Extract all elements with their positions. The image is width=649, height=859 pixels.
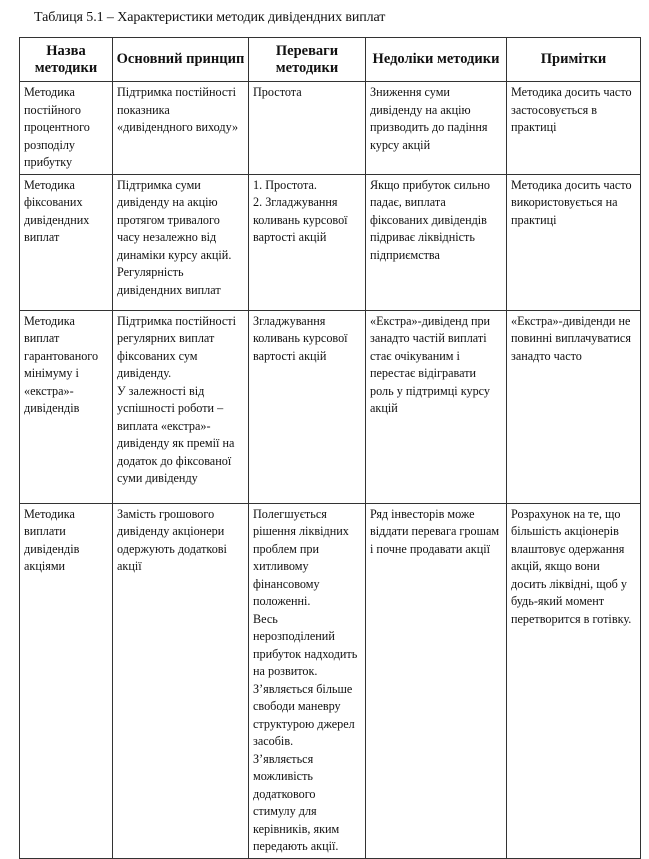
advantage-item: З’являється можливість додаткового стимулу для керівників, яким передають акції. — [253, 751, 340, 853]
cell-disadvantages: Зниження суми дивіденду на акцію призводить до падіння курсу акцій — [366, 82, 507, 175]
column-header-principle: Основний принцип — [113, 38, 249, 82]
cell-disadvantages: Якщо прибуток сильно падає, виплата фіксованих дивідендів підриває ліквідність підприємства — [366, 174, 507, 310]
principle-paragraph: Підтримка постійності показника «дивідендного виходу» — [117, 85, 239, 134]
advantage-item: Полегшується рішення ліквідних проблем при хитливому фінансовому положенні. — [253, 506, 349, 608]
cell-method-name: Методика виплат гарантованого мінімуму і «екстра»-дивідендів — [20, 310, 113, 503]
cell-method-name: Методика постійного процентного розподілу прибутку — [20, 82, 113, 175]
cell-notes: Методика досить часто використовується на практиці — [507, 174, 641, 310]
cell-principle — [113, 503, 249, 858]
principle-paragraph: Підтримка суми дивіденду на акцію протягом тривалого часу незалежно від динаміки курсу акцій. — [117, 177, 232, 262]
cell-method-name: Методика виплати дивідендів акціями — [20, 503, 113, 858]
advantage-item: 2. Згладжування коливань курсової вартості акцій — [253, 195, 348, 244]
cell-notes: Розрахунок на те, що більшість акціонерів влаштовує одержання акцій, якщо вони досить ліквідні, щоб у будь-який момент перетворится в готівку. — [507, 503, 641, 858]
principle-paragraph: Замість грошового дивіденду акціонери одержують додаткові акції — [117, 506, 227, 573]
cell-method-name: Методика фіксованих дивідендних виплат — [20, 174, 113, 310]
cell-principle — [113, 310, 249, 503]
table-row — [20, 503, 641, 858]
principle-paragraph: Регулярність дивідендних виплат — [117, 265, 221, 297]
advantage-item: Весь нерозподілений прибуток надходить на розвиток. — [253, 611, 358, 678]
advantage-item: З’являється більше свободи маневру структурою джерел засобів. — [253, 681, 355, 748]
principle-paragraph: У залежності від успішності роботи – виплата «екстра»-дивіденду як премії на додаток до фіксованої суми дивіденду — [117, 383, 235, 485]
cell-principle — [113, 82, 249, 175]
cell-principle — [113, 174, 249, 310]
table-row — [20, 310, 641, 503]
cell-notes: «Екстра»-дивіденди не повинні виплачуватися занадто часто — [507, 310, 641, 503]
table-row — [20, 82, 641, 175]
column-header-name: Назва методики — [20, 38, 113, 82]
cell-advantages — [249, 82, 366, 175]
dividend-methods-table — [19, 37, 641, 859]
cell-disadvantages: «Екстра»-дивіденд при занадто частій виплаті стає очікуваним і перестає відігравати роль у підтримці курсу акцій — [366, 310, 507, 503]
advantage-item: Згладжування коливань курсової вартості акцій — [253, 313, 348, 363]
column-header-disadvantages: Недоліки методики — [366, 38, 507, 82]
table-caption: Таблиця 5.1 – Характеристики методик дивідендних виплат — [34, 10, 386, 25]
principle-paragraph: Підтримка постійності регулярних виплат фіксованих сум дивіденду. — [117, 313, 236, 380]
cell-notes: Методика досить часто застосовується в практиці — [507, 82, 641, 175]
cell-advantages — [249, 503, 366, 858]
cell-advantages — [249, 174, 366, 310]
table-row — [20, 174, 641, 310]
column-header-advantages: Переваги методики — [249, 38, 366, 82]
advantage-item: 1. Простота. — [253, 177, 317, 192]
table-header-row — [20, 38, 641, 82]
column-header-notes: Примітки — [507, 38, 641, 82]
cell-disadvantages: Ряд інвесторів може віддати перевага грошам і почне продавати акції — [366, 503, 507, 858]
cell-advantages — [249, 310, 366, 503]
advantage-item: Простота — [253, 85, 302, 99]
